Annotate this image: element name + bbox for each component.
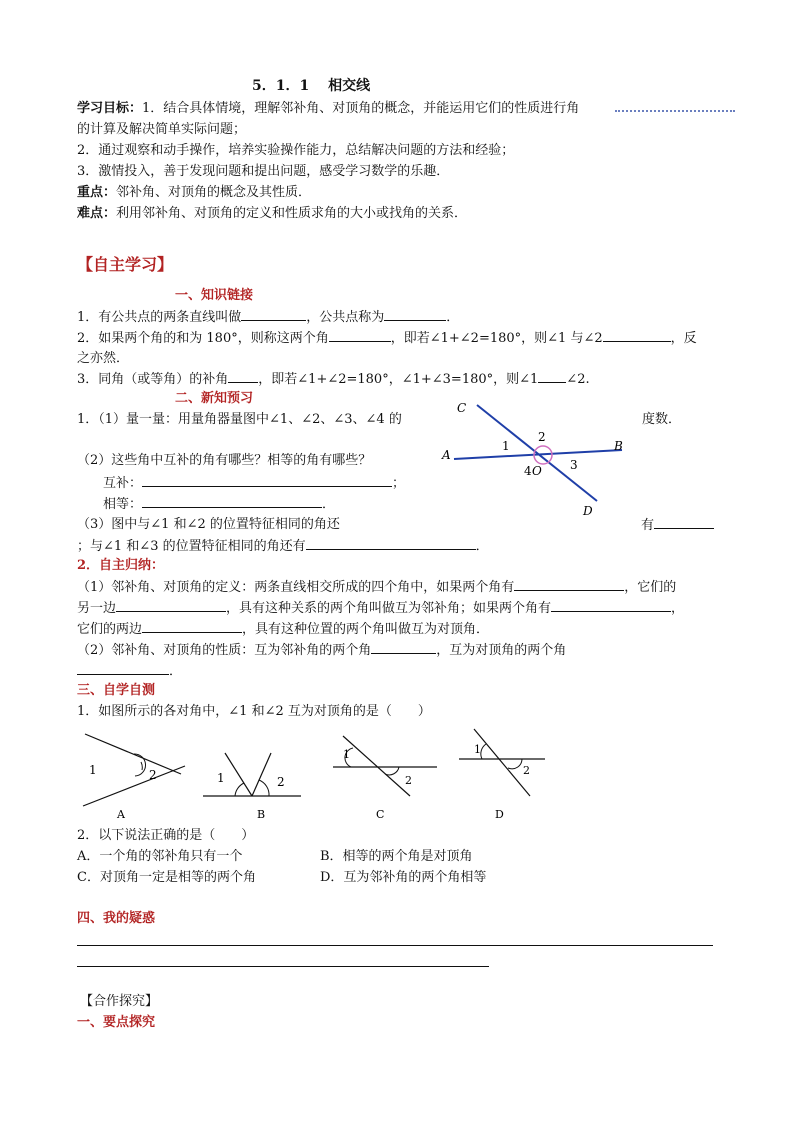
blank[interactable]: [538, 370, 566, 383]
option-d[interactable]: D．互为邻补角的两个角相等: [320, 870, 487, 885]
blank[interactable]: [384, 308, 446, 321]
dotted-leader: [615, 110, 735, 112]
goal-2: 2．通过观察和动手操作，培养实验操作能力，总结解决问题的方法和经验；: [77, 143, 515, 158]
summary-1-text-g: ，具有这种位置的两个角叫做互为对顶角．: [242, 622, 490, 637]
figure-c-angle-1: 1: [343, 748, 350, 761]
preview-q1-end: 度数．: [642, 412, 682, 427]
preview-q1: 1．（1）量一量：用量角器量图中∠1、∠2、∠3、∠4 的: [77, 412, 402, 427]
preview-q2: （2）这些角中互补的角有哪些？相等的角有哪些？: [77, 453, 372, 468]
self-test-q2: 2．以下说法正确的是（ ）: [77, 828, 255, 843]
option-b[interactable]: B．相等的两个角是对顶角: [320, 849, 473, 864]
self-test-q1: 1．如图所示的各对角中，∠1 和∠2 互为对顶角的是（ ）: [77, 704, 431, 719]
goals-label: 学习目标：: [77, 101, 143, 116]
q3-text-c: ∠2.: [566, 372, 590, 387]
q2-text-a: 2．如果两个角的和为 180°，则称这两个角: [77, 331, 329, 346]
q1-text-b: ，公共点称为: [306, 310, 385, 325]
link-q1: [77, 308, 459, 326]
complementary-end: ；: [392, 476, 406, 491]
figure-b: [203, 753, 301, 821]
option-d-label: D: [495, 808, 504, 821]
goal-3: 3．激情投入，善于发现问题和提出问题，感受学习数学的乐趣．: [77, 164, 450, 179]
summary-1-line-2: [77, 599, 684, 617]
q1-text-c: ．: [446, 310, 460, 325]
blank[interactable]: [77, 662, 169, 675]
option-c-label: C: [376, 808, 385, 821]
figure-a: [83, 734, 185, 821]
summary-1-text-b: ，它们的: [624, 580, 677, 595]
summary-1-text-e: ，: [671, 601, 685, 616]
figure-c: [333, 736, 437, 821]
link-q2-cont: 之亦然．: [77, 351, 130, 366]
q3-text-b: ，即若∠1+∠2=180°，∠1+∠3=180°，则∠1: [258, 372, 539, 387]
q3-text-a: 3．同角（或等角）的补角: [77, 372, 229, 387]
point-d-label: D: [583, 504, 593, 518]
answer-line-1[interactable]: [77, 945, 713, 946]
figure-d: [459, 729, 545, 821]
coop-subheading: 一、要点探究: [77, 1015, 156, 1030]
equal-end: ．: [322, 497, 336, 512]
figure-a-angle-2: 2: [149, 768, 157, 782]
blank[interactable]: [329, 329, 391, 342]
summary-1: [77, 578, 676, 596]
preview-q3: （3）图中与∠1 和∠2 的位置特征相同的角还: [77, 517, 340, 532]
complementary-line: [103, 474, 405, 492]
option-figures: [75, 722, 555, 822]
q3-cont-text: ；与∠1 和∠3 的位置特征相同的角还有: [77, 539, 306, 554]
summary-2-text-a: （2）邻补角、对顶角的性质：互为邻补角的两个角: [77, 643, 372, 658]
blank[interactable]: [241, 308, 306, 321]
coop-heading: 【合作探究】: [80, 994, 159, 1009]
goal-1b: 的计算及解决简单实际问题；: [77, 122, 247, 137]
q2-text-c: ，反: [670, 331, 697, 346]
summary-2-text-c: ．: [169, 664, 183, 679]
intersecting-lines-figure: [440, 398, 640, 518]
q3-cont-end: ．: [475, 539, 489, 554]
angle-3-label: 3: [570, 458, 578, 472]
angle-1-label: 1: [502, 439, 510, 453]
point-o-label: O: [532, 464, 542, 478]
angle-4-label: 4: [524, 464, 532, 478]
summary-2-text-b: ，互为对顶角的两个角: [436, 643, 567, 658]
blank[interactable]: [142, 495, 322, 508]
difficulty: [77, 205, 467, 222]
q2-text-b: ，即若∠1+∠2=180°，则∠1 与∠2: [390, 331, 603, 346]
summary-2: [77, 641, 566, 659]
preview-q3-cont: [77, 537, 489, 555]
blank[interactable]: [603, 329, 671, 342]
difficulty-label: 难点：: [77, 206, 117, 221]
key-point: [77, 184, 311, 201]
summary-1-text-d: ，具有这种关系的两个角叫做互为邻补角；如果两个角有: [226, 601, 552, 616]
option-a-label: A: [117, 808, 125, 821]
blank[interactable]: [142, 474, 392, 487]
blank[interactable]: [371, 641, 436, 654]
self-test-heading: 三、自学自测: [77, 683, 156, 698]
key-label: 重点：: [77, 185, 117, 200]
blank[interactable]: [551, 599, 671, 612]
complementary-label: 互补：: [103, 476, 143, 491]
blank[interactable]: [228, 370, 258, 383]
knowledge-link-heading: 一、知识链接: [175, 288, 254, 303]
option-a[interactable]: A．一个角的邻补角只有一个: [77, 849, 243, 864]
figure-b-angle-1: 1: [217, 771, 225, 785]
figure-b-angle-2: 2: [277, 775, 285, 789]
blank[interactable]: [142, 620, 242, 633]
preview-q3-right: [641, 516, 714, 534]
answer-line-2[interactable]: [77, 966, 489, 967]
summary-1-text-f: 它们的两边: [77, 622, 143, 637]
summary-1-text: （1）邻补角、对顶角的定义：两条直线相交所成的四个角中，如果两个角有: [77, 580, 515, 595]
point-c-label: C: [457, 401, 467, 415]
angle-2-label: 2: [538, 430, 546, 444]
point-a-label: A: [442, 448, 451, 462]
link-q3: [77, 370, 590, 388]
figure-d-angle-1: 1: [474, 743, 481, 756]
blank[interactable]: [116, 599, 226, 612]
blank[interactable]: [514, 578, 624, 591]
option-c[interactable]: C．对顶角一定是相等的两个角: [77, 870, 256, 885]
equal-label: 相等：: [103, 497, 143, 512]
figure-a-angle-1: 1: [89, 763, 97, 777]
link-q2: [77, 329, 697, 347]
self-study-heading: 【自主学习】: [77, 255, 174, 274]
summary-2-line-2: [77, 662, 182, 680]
doubts-heading: 四、我的疑惑: [77, 911, 156, 926]
preview-heading: 二、新知预习: [175, 391, 254, 406]
difficulty-text: 利用邻补角、对顶角的定义和性质求角的大小或找角的关系．: [116, 206, 468, 221]
point-b-label: B: [614, 439, 623, 453]
figure-d-angle-2: 2: [523, 764, 530, 777]
q1-text-a: 1．有公共点的两条直线叫做: [77, 310, 242, 325]
summary-1-line-3: [77, 620, 489, 638]
summary-1-text-c: 另一边: [77, 601, 117, 616]
option-b-label: B: [257, 808, 266, 821]
figure-c-angle-2: 2: [405, 774, 412, 787]
goal-1a: 1．结合具体情境，理解邻补角、对顶角的概念，并能运用它们的性质进行角: [142, 101, 580, 116]
goals-line-1: [77, 100, 579, 117]
page-title: 5．1．1 相交线: [252, 78, 371, 94]
blank[interactable]: [654, 516, 714, 529]
key-text: 邻补角、对顶角的概念及其性质．: [116, 185, 312, 200]
blank[interactable]: [306, 537, 476, 550]
q3-you: 有: [641, 518, 655, 533]
equal-line: [103, 495, 335, 513]
summary-heading: 2．自主归纳：: [77, 558, 165, 573]
